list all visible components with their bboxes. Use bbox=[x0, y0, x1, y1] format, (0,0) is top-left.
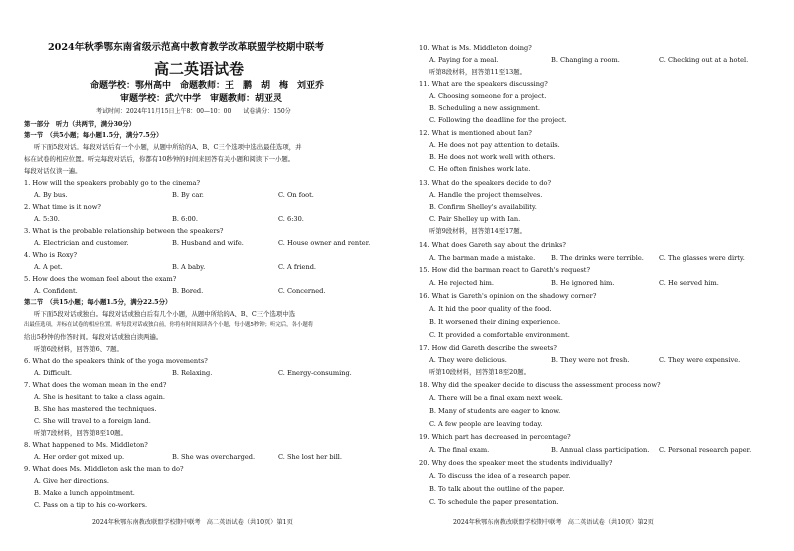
question-19: 19. Which part has decreased in percentage? bbox=[419, 433, 571, 441]
listening-note: 听第7段材料，回答第8至10题。 bbox=[34, 429, 127, 437]
option-c: C. A few people are leaving today. bbox=[429, 420, 543, 428]
option-c: C. It provided a comfortable environment. bbox=[429, 331, 570, 339]
question-4: 4. Who is Roxy? bbox=[24, 251, 77, 259]
option-a: A. He does not pay attention to details. bbox=[429, 141, 560, 149]
option-a: A. There will be a final exam next week. bbox=[429, 394, 563, 402]
option-c: C. Following the deadline for the project. bbox=[429, 116, 567, 124]
option-c: C. She lost her bill. bbox=[278, 453, 343, 461]
page-2 bbox=[397, 0, 794, 551]
option-a: A. Give her directions. bbox=[34, 477, 109, 485]
question-2: 2. What time is it now? bbox=[24, 203, 101, 211]
option-b: B. She has mastered the techniques. bbox=[34, 405, 157, 413]
question-3: 3. What is the probable relationship between the speakers? bbox=[24, 227, 224, 235]
option-b: B. Relaxing. bbox=[172, 369, 213, 377]
question-9: 9. What does Ms. Middleton ask the man to do? bbox=[24, 465, 184, 473]
question-1: 1. How will the speakers probably go to the cinema? bbox=[24, 179, 200, 187]
option-c: C. Pair Shelley up with Ian. bbox=[429, 215, 521, 223]
option-a: A. 5:30. bbox=[34, 215, 60, 223]
question-8: 8. What happened to Ms. Middleton? bbox=[24, 441, 148, 449]
question-10: 10. What is Ms. Middleton doing? bbox=[419, 44, 532, 52]
option-c: C. To schedule the paper presentation. bbox=[429, 498, 559, 506]
option-a: A. Confident. bbox=[34, 287, 78, 295]
option-c: C. He often finishes work late. bbox=[429, 165, 531, 173]
option-a: A. Choosing someone for a project. bbox=[429, 92, 547, 100]
listening-note: 听第9段材料，回答第14至17题。 bbox=[429, 227, 527, 235]
option-c: C. House owner and renter. bbox=[278, 239, 371, 247]
setter-info: 命题学校：鄂州高中 命题教师：王 鹏 胡 梅 刘亚乔 bbox=[90, 81, 325, 91]
option-a: A. Electrician and customer. bbox=[34, 239, 129, 247]
instruction-line: 给出5秒钟的作答时间。每段对话或独白读两遍。 bbox=[24, 333, 163, 341]
option-c: C. The glasses were dirty. bbox=[659, 254, 745, 262]
option-a: A. To discuss the idea of a research paper. bbox=[429, 472, 571, 480]
option-a: A. Difficult. bbox=[34, 369, 72, 377]
question-11: 11. What are the speakers discussing? bbox=[419, 80, 548, 88]
option-b: B. Make a lunch appointment. bbox=[34, 489, 135, 497]
question-16: 16. What is Gareth's opinion on the shadowy corner? bbox=[419, 292, 597, 300]
option-a: A. Her order got mixed up. bbox=[34, 453, 125, 461]
option-b: B. Confirm Shelley's availability. bbox=[429, 203, 537, 211]
option-a: A. A pet. bbox=[34, 263, 63, 271]
instruction-line: 标在试卷的相应位置。听完每段对话后，你都有10秒钟的时间来回答有关小题和阅读下一小题。 bbox=[24, 155, 295, 163]
option-b: B. 6:00. bbox=[172, 215, 198, 223]
question-7: 7. What does the woman mean in the end? bbox=[24, 381, 167, 389]
listening-note: 听第8段材料，回答第11至13题。 bbox=[429, 68, 527, 76]
option-a: A. It hid the poor quality of the food. bbox=[429, 305, 552, 313]
question-13: 13. What do the speakers decide to do? bbox=[419, 179, 552, 187]
option-a: A. They were delicious. bbox=[429, 356, 507, 364]
question-5: 5. How does the woman feel about the exam? bbox=[24, 275, 177, 283]
option-b: B. Annual class participation. bbox=[551, 446, 650, 454]
instruction-line: 每段对话仅读一遍。 bbox=[24, 167, 82, 175]
question-15: 15. How did the barman react to Gareth's request? bbox=[419, 266, 590, 274]
option-c: C. On foot. bbox=[278, 191, 314, 199]
reviewer-info: 审题学校：武穴中学 审题教师：胡亚灵 bbox=[120, 94, 283, 104]
part-heading: 第一部分 听力（共两节，满分30分） bbox=[24, 120, 136, 128]
instruction-line: 听下面5段对话或独白。每段对话或独白后有几个小题，从题中所给的A、B、C三个选项中选 bbox=[34, 310, 296, 318]
page-footer: 2024年秋鄂东南教改联盟学校期中联考 高二英语试卷（共10页）第1页 bbox=[92, 519, 293, 526]
option-b: B. They were not fresh. bbox=[551, 356, 630, 364]
option-a: A. The barman made a mistake. bbox=[429, 254, 536, 262]
question-20: 20. Why does the speaker meet the students individually? bbox=[419, 459, 613, 467]
option-c: C. Concerned. bbox=[278, 287, 326, 295]
exam-title: 2024年秋季鄂东南省级示范高中教育教学改革联盟学校期中联考 bbox=[48, 42, 325, 53]
option-b: B. Bored. bbox=[172, 287, 204, 295]
instruction-line: 听下面5段对话。每段对话后有一个小题，从题中所给的A、B、C三个选项中选出最佳选项，并 bbox=[34, 143, 302, 151]
option-a: A. The final exam. bbox=[429, 446, 490, 454]
option-b: B. Many of students are eager to know. bbox=[429, 407, 561, 415]
option-c: C. A friend. bbox=[278, 263, 317, 271]
option-b: B. He ignored him. bbox=[551, 279, 615, 287]
option-b: B. Scheduling a new assignment. bbox=[429, 104, 540, 112]
option-b: B. To talk about the outline of the paper. bbox=[429, 485, 565, 493]
option-b: B. Changing a room. bbox=[551, 56, 620, 64]
question-18: 18. Why did the speaker decide to discuss the assessment process now? bbox=[419, 381, 661, 389]
section-heading: 第二节 （共15小题；每小题1.5分，满分22.5分） bbox=[24, 298, 172, 306]
option-c: C. They were expensive. bbox=[659, 356, 741, 364]
option-c: C. Checking out at a hotel. bbox=[659, 56, 749, 64]
exam-info: 考试时间：2024年11月15日上午8：00—10：00 试卷满分：150分 bbox=[96, 108, 291, 115]
instruction-line: 出最佳选项，并标在试卷的相应位置。听每段对话或独白前，你将有时间阅读各个小题，每小题5秒钟；听完后，各小题将 bbox=[24, 322, 314, 328]
question-12: 12. What is mentioned about Ian? bbox=[419, 129, 532, 137]
option-c: C. She will travel to a foreign land. bbox=[34, 417, 151, 425]
option-a: A. By bus. bbox=[34, 191, 68, 199]
option-b: B. He does not work well with others. bbox=[429, 153, 556, 161]
option-b: B. Husband and wife. bbox=[172, 239, 244, 247]
question-14: 14. What does Gareth say about the drinks? bbox=[419, 241, 566, 249]
option-a: A. Paying for a meal. bbox=[429, 56, 499, 64]
option-b: B. The drinks were terrible. bbox=[551, 254, 644, 262]
option-b: B. A baby. bbox=[172, 263, 206, 271]
option-a: A. Handle the project themselves. bbox=[429, 191, 543, 199]
listening-note: 听第6段材料，回答第6、7题。 bbox=[34, 345, 123, 353]
option-b: B. She was overcharged. bbox=[172, 453, 256, 461]
section-heading: 第一节 （共5小题；每小题1.5分，满分7.5分） bbox=[24, 131, 163, 139]
option-a: A. He rejected him. bbox=[429, 279, 494, 287]
option-c: C. Pass on a tip to his co-workers. bbox=[34, 501, 148, 509]
option-c: C. 6:30. bbox=[278, 215, 304, 223]
listening-note: 听第10段材料，回答第18至20题。 bbox=[429, 368, 531, 376]
option-a: A. She is hesitant to take a class again. bbox=[34, 393, 165, 401]
option-c: C. Personal research paper. bbox=[659, 446, 752, 454]
option-b: B. It worsened their dining experience. bbox=[429, 318, 561, 326]
question-17: 17. How did Gareth describe the sweets? bbox=[419, 344, 557, 352]
paper-title: 高二英语试卷 bbox=[154, 60, 245, 78]
option-c: C. He served him. bbox=[659, 279, 719, 287]
option-c: C. Energy-consuming. bbox=[278, 369, 352, 377]
question-6: 6. What do the speakers think of the yoga movements? bbox=[24, 357, 208, 365]
page-footer: 2024年秋鄂东南教改联盟学校期中联考 高二英语试卷（共10页）第2页 bbox=[453, 519, 654, 526]
option-b: B. By car. bbox=[172, 191, 204, 199]
